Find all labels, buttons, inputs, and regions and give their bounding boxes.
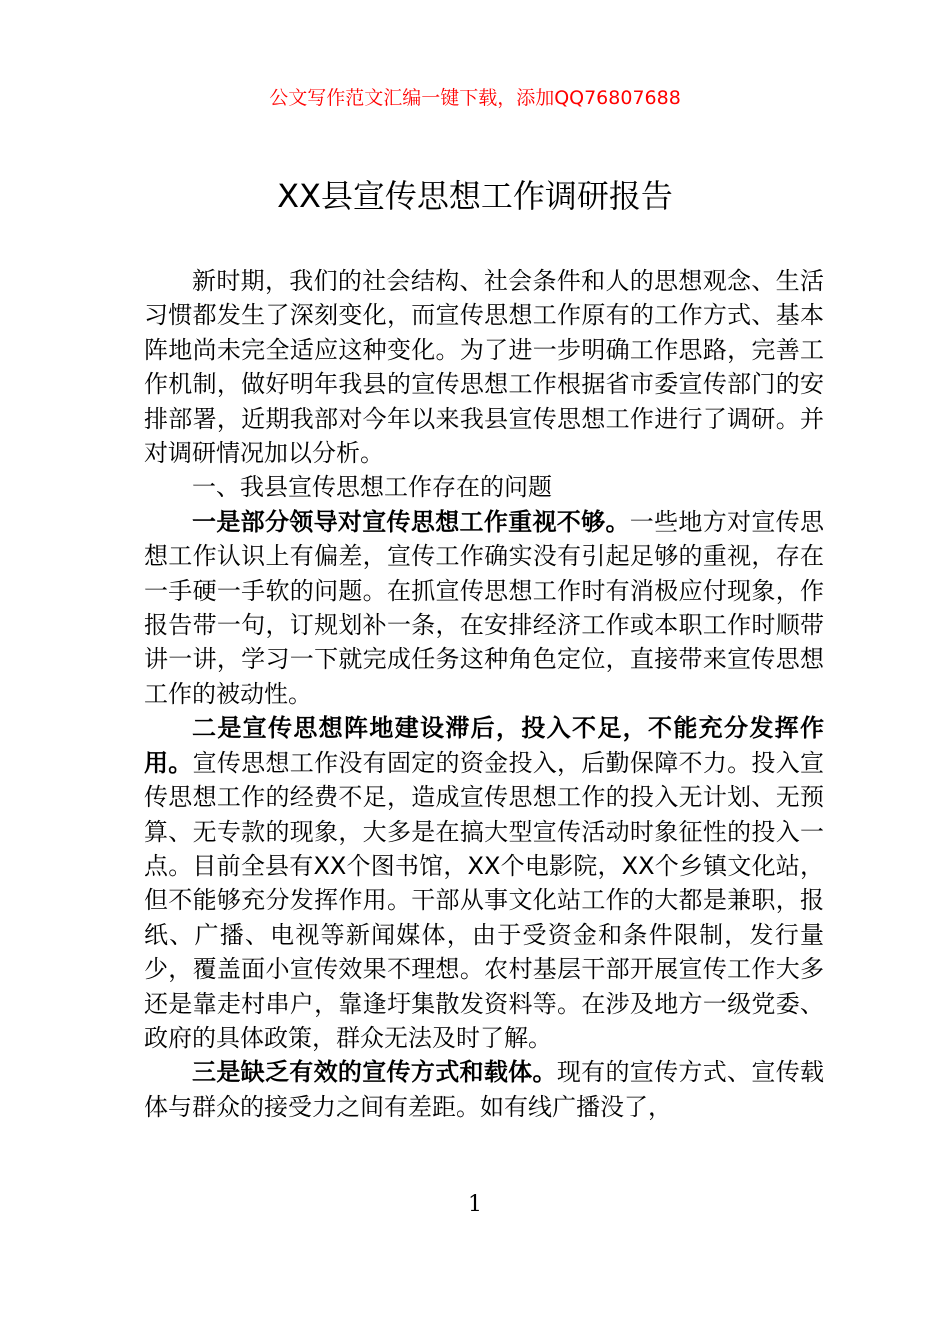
document-body (144, 264, 824, 1124)
document-title: XX县宣传思想工作调研报告 (277, 177, 673, 215)
section-heading: 一、我县宣传思想工作存在的问题 (192, 473, 552, 502)
download-notice: 公文写作范文汇编一键下载，添加QQ76807688 (269, 87, 681, 109)
problem-two-paragraph: 二是宣传思想阵地建设滞后，投入不足，不能充分发挥作用。宣传思想工作没有固定的资金投入，后勤保障不力。投入宣传思想工作的经费不足，造成宣传思想工作的投入无计划、无预算、无专款的现象，大多是在搞大型宣传活动时象征性的投入一点。目前全县有XX个图书馆，XX个电影院，XX个乡镇文化站，但不能够充分发挥作用。干部从事文化站工作的大都是兼职，报纸、广播、电视等新闻媒体，由于受资金和条件限制，发行量少，覆盖面小宣传效果不理想。农村基层干部开展宣传工作大多还是靠走村串户，靠逢圩集散发资料等。在涉及地方一级党委、政府的具体政策，群众无法及时了解。 (144, 714, 824, 1052)
problem-three-lead: 三是缺乏有效的宣传方式和载体。 (192, 1058, 557, 1087)
page-number: 1 (468, 1192, 482, 1217)
problem-one-lead: 一是部分领导对宣传思想工作重视不够。 (192, 507, 630, 536)
problem-three-paragraph: 三是缺乏有效的宣传方式和载体。现有的宣传方式、宣传载体与群众的接受力之间有差距。如有线广播没了， (144, 1058, 825, 1121)
problem-one-paragraph: 一是部分领导对宣传思想工作重视不够。一些地方对宣传思想工作认识上有偏差，宣传工作确实没有引起足够的重视，存在一手硬一手软的问题。在抓宣传思想工作时有消极应付现象，作报告带一句，订规划补一条，在安排经济工作或本职工作时顺带讲一讲，学习一下就完成任务这种角色定位，直接带来宣传思想工作的被动性。 (144, 507, 825, 708)
intro-paragraph: 新时期，我们的社会结构、社会条件和人的思想观念、生活习惯都发生了深刻变化，而宣传思想工作原有的工作方式、基本阵地尚未完全适应这种变化。为了进一步明确工作思路，完善工作机制，做好明年我县的宣传思想工作根据省市委宣传部门的安排部署，近期我部对今年以来我县宣传思想工作进行了调研。并对调研情况加以分析。 (144, 267, 824, 468)
problem-two-lead: 二是宣传思想阵地建设滞后，投入不足，不能充分发挥作用。 (144, 714, 824, 777)
